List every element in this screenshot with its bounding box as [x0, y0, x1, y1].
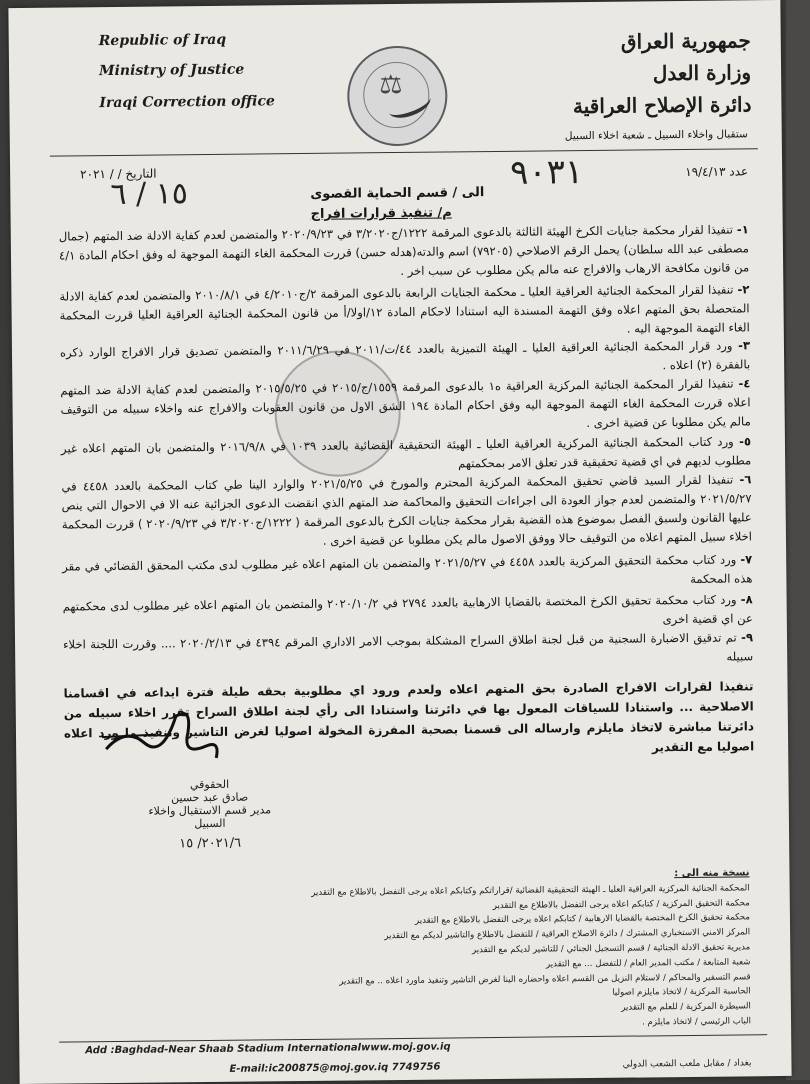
list-item: المركز الامني الاستخباري المشترك / دائرة الاصلاح العراقية / للتفضل بالاطلاع والتاشير لديكم مع التقدير — [384, 927, 751, 942]
signature-scribble — [96, 696, 227, 767]
closing-paragraph: تنفيذا لقرارات الافراج الصادرة بحق المتهم اعلاه ولعدم ورود اي مطلوبية بحقه طيلة فترة ايداعه في اقسامنا الاصلاحية ... واستنادا للسياقات المعول بها في دائرتنا واستنادا الى رأي لجنة اطلاق السراح تقرر اخلاء سبيله من دائرتنا مباشرة لاتخاذ مايلزم وارساله الى قسمنا بصحبة المفرزة المخولة اصوليا لغرض التاشير وتنفيذ ما ورد اعلاه اصوليا مع التقدير — [63, 679, 755, 755]
list-item: ٤- تنفيذا لقرار المحكمة الجنائية المركزية العراقية ه١ بالدعوى المرقمة ١٥٥٩/ج/٢٠١٥ في ٢٠١٥/٥/٢٥ والمتضمن لعدم كفاية الادلة ضد المتهم اعلاه قررت المحكمة الغاء التهمة الموجهة اليه وفق احكام المادة ١٩٤ الشق الاول من قانون العقوبات والافراج عنه واخلاء سبيله من التوقيف مالم يكن مطلوبا عن قضية اخرى . — [60, 376, 751, 431]
header-office: Iraqi Correction office — [99, 93, 275, 112]
footer-email: E-mail:ic200875@moj.gov.iq 7749756 — [229, 1061, 441, 1075]
list-item: ٣- ورد قرار المحكمة الجنائية العراقية العليا ـ الهيئة التميزية بالعدد ٤٤/ت/٢٠١١ في ٢٠١١/٦/٢٩ والمتضمن تصديق قرار الافراج الوارد ذكره بالفقرة (٢) اعلاه . — [59, 338, 751, 373]
footer-website: www.moj.gov.iq — [361, 1041, 451, 1054]
list-item: ٢- تنفيذا لقرار المحكمة الجنائية العراقية العليا ـ محكمة الجنايات الرابعة بالدعوى المرقمة ٢/ج٤/٢٠١٠ في ٢٠١٠/٨/١ والمتضمن لعدم كفاية الادلة المتحصلة بحق المتهم اعلاه وفق التهمة المسندة اليه استنادا لاحكام المادة ١٢/اولا/أ من قانون المحكمة الجنائية العراقية العليا قررت المحكمة الغاء التهمة الموجهة اليه . — [59, 282, 750, 336]
header-divider — [50, 148, 758, 156]
header-ar-office: دائرة الإصلاح العراقية — [572, 92, 752, 119]
header-ar-republic: جمهورية العراق — [620, 28, 751, 54]
list-item: السيطرة المركزية / للعلم مع التقدير — [621, 1001, 751, 1013]
signer-title: مدير قسم الاستقبال واخلاء السبيل — [148, 803, 272, 831]
list-item: مديرية تحقيق الادلة الجنائية / قسم التسجيل الجنائي / للتاشير لديكم مع التقدير — [471, 942, 751, 956]
handwritten-date: ١٥ / ٦ — [110, 176, 189, 213]
list-item: ١- تنفيذا لقرار محكمة جنايات الكرخ الهيئة الثالثة بالدعوى المرقمة ١٢٢٢/ج٣/٢٠٢٠ في ٢٠٢٠/٩/٢٣ والمتضمن لعدم كفاية الادلة ضد المتهم (جمال مصطفى عبد الله سلطان) يحمل الرقم الاصلاحي (٧٩٢٠٥) اسم والدته(هدله حسن) قررت المحكمة الغاء التهمة الموجهة له وفق احكام المادة ٤/١ من قانون مكافحة الارهاب والافراج عنه مالم يكن مطلوب عن سبب اخر . — [58, 222, 750, 278]
list-item: محكمة التحقيق المركزية / كتابكم اعلاه يرجى التفضل بالاطلاع مع التقدير — [492, 897, 750, 911]
header-ar-ministry: وزارة العدل — [652, 60, 752, 86]
list-item: شعبة المتابعة / مكتب المدير العام / للتفضل ... مع التقدير — [545, 957, 751, 970]
ministry-seal-logo: ⚖ — [347, 45, 448, 146]
list-item: ٥- ورد كتاب المحكمة الجنائية المركزية العراقية العليا ـ الهيئة التحقيقية القضائية بالعدد ١٠٣٩ في ٢٠١٦/٩/٨ والمتضمن بان المتهم اعلاه غير مطلوب لديهم في اي قضية تحقيقية قدر تعلق الامر بمحكمتهم — [60, 434, 752, 471]
list-item: المحكمة الجنائية المركزية العراقية العليا ـ الهيئة التحقيقية القضائية /قراراتكم وكتابكم اعلاه يرجى التفضل بالاطلاع مع التقدير — [311, 883, 750, 898]
footer-address: Add :Baghdad-Near Shaab Stadium Internationalwww.moj.gov.iq — [85, 1041, 451, 1057]
list-item: محكمة تحقيق الكرخ المختصة بالقضايا الارهابية / كتابكم اعلاه يرجى التفضل بالاطلاع مع التقدير — [414, 912, 751, 927]
list-item: ٧- ورد كتاب محكمة التحقيق المركزية بالعدد ٤٤٥٨ في ٢٠٢١/٥/٢٧ والمتضمن بان المتهم اعلاه غير مطلوب لدى مكتب المحقق القضائي في مقر هذه المحكمة — [62, 552, 753, 586]
list-item: ٨- ورد كتاب محكمة تحقيق الكرخ المختصة بالقضايا الارهابية بالعدد ٢٧٩٤ في ٢٠٢٠/١٠/٢ والمتضمن بان المتهم اعلاه غير مطلوب لدى محكمتهم عن اي قضية اخرى — [62, 592, 753, 627]
handwritten-ref-number: ٩٠٣١ — [509, 152, 584, 193]
list-item: الباب الرئيسي / لاتخاذ مايلزم . — [642, 1016, 752, 1028]
date-label: التاريخ / / ٢٠٢١ — [80, 166, 157, 182]
signature-block — [134, 777, 285, 852]
footer-address-ar: بغداد / مقابل ملعب الشعب الدولي — [622, 1058, 752, 1070]
list-item: قسم التسفير والمحاكم / لاستلام النزيل من القسم اعلاه واحضاره الينا لغرض التاشير وتنفيذ ماورد اعلاه .. مع التقدير — [339, 971, 751, 987]
signer-name: صادق عبد حسين — [171, 790, 249, 805]
signature-date: ٢٠٢١/٦/ ١٥ — [179, 835, 242, 852]
copies-list — [279, 866, 751, 1034]
addressee-to: الى / قسم الحماية القصوى — [310, 185, 485, 202]
header-department: ستقبال واخلاء السبيل ـ شعبة اخلاء السبيل — [564, 128, 748, 143]
document-page — [8, 0, 791, 1084]
copies-heading: نسخة منه الى : — [674, 867, 750, 880]
header-republic: Republic of Iraq — [98, 31, 227, 50]
list-item: الحاسبة المركزية / لاتخاذ مايلزم اصوليا — [612, 986, 751, 999]
header-ministry: Ministry of Justice — [98, 61, 245, 80]
list-item: ٩- تم تدقيق الاضبارة السجنية من قبل لجنة اطلاق السراح المشكلة بموجب الامر الاداري المرقم ٤٣٩٤ في ٢٠٢٠/٢/١٣ .... وقررت اللجنة اخلاء سبيله — [62, 630, 754, 664]
reference-number: عدد ١٩/٤/١٣ — [685, 164, 749, 179]
list-item: ٦- تنفيذا لقرار السيد قاضي تحقيق المحكمة المركزية المحترم والمورخ في ٢٠٢١/٥/٢٥ والوارد الينا طي كتاب المحكمة بالعدد ٤٤٥٨ في ٢٠٢١/٥/٢٧ والمتضمن لعدم جواز العودة الى اجراءات التحقيق والمحاكمة ضد المتهم الذي انقضت الدعوى الجزائية عنه الا في الاحوال التي ينص عليها القانون ولسبق الفصل بموضوع هذه القضية بقرار محكمة جنايات الكرخ بالدعوى المرقمة ( ١٢٢٢/ج٣/٢٠٢٠ في ٢٠٢٠/٩/٢٣ ) قررت المحكمة اخلاء سبيل المتهم اعلاه من التوقيف حالا ووفق الاصول مالم يكن مطلوبا عن قضية اخرى . — [61, 472, 753, 548]
signer-rank: الحقوقي — [189, 777, 230, 792]
subject-line: م/ تنفيذ قرارات افراج — [310, 205, 452, 222]
